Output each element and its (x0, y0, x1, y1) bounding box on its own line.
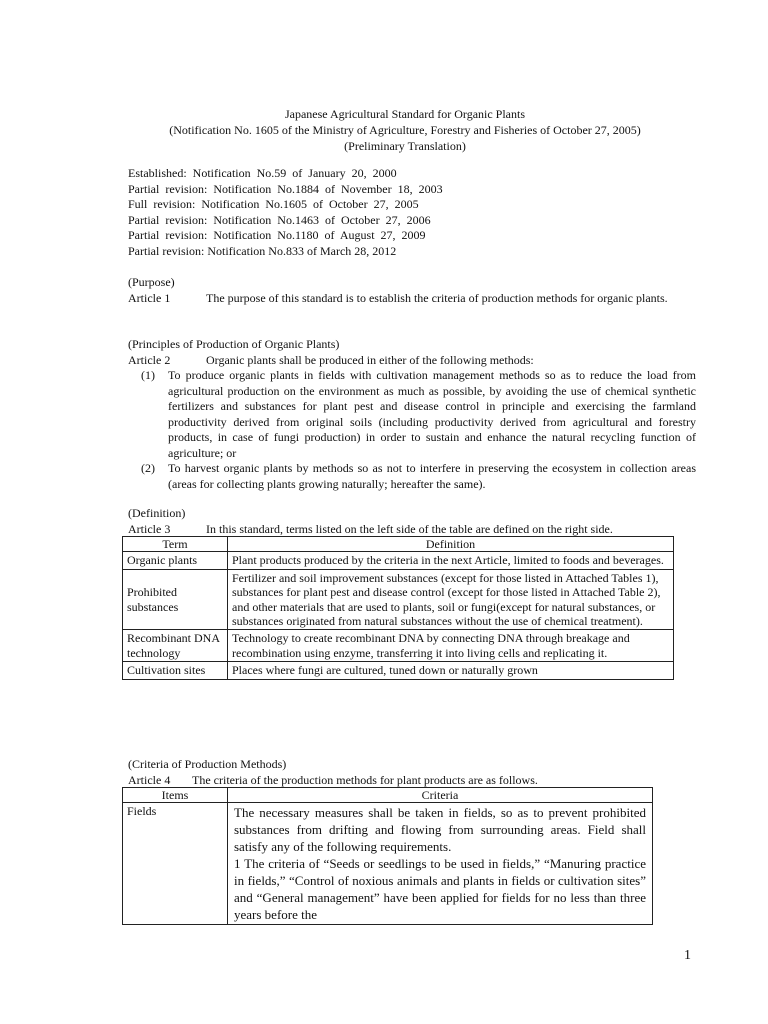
history-line: Established: Notification No.59 of January 20, 2000 (128, 166, 397, 180)
term-cell: Cultivation sites (123, 662, 228, 679)
table-row (123, 662, 674, 679)
term-cell: Prohibited substances (123, 569, 228, 630)
item-number: (1) (141, 368, 155, 382)
section-heading: (Principles of Production of Organic Plants) (128, 337, 340, 351)
article-label: Article 3 (128, 521, 171, 536)
item-cell: Fields (123, 803, 228, 925)
criteria-table (122, 787, 653, 925)
article-2 (128, 353, 696, 369)
column-header-definition: Definition (228, 537, 674, 552)
history-line: Partial revision: Notification No.1180 of August 27, 2009 (128, 228, 426, 243)
item-text: To produce organic plants in fields with cultivation management methods so as to reduce the load from agricultural production on the environment as much as possible, by avoiding the use of chemical synthetic fertilizers and substances for plant pest and disease control in principle and exercising the farmland productivity derived from original soils (including productivity derived from agricultural and forestry products, in case of fungi production) in order to sustain and enhance the natural recycling function of agriculture; or (168, 368, 696, 460)
article-text: The purpose of this standard is to establish the criteria of production methods for organic plants. (206, 290, 668, 305)
section-heading: (Purpose) (128, 275, 175, 289)
notification-line: (Notification No. 1605 of the Ministry of Agriculture, Forestry and Fisheries of October 27, 2005) (169, 123, 641, 137)
table-row (123, 630, 674, 662)
article-3 (128, 522, 696, 538)
history-line: Partial revision: Notification No.1463 of October 27, 2006 (128, 212, 431, 227)
table-header-row (123, 788, 653, 803)
list-item (128, 368, 696, 461)
definition-cell: Fertilizer and soil improvement substances (except for those listed in Attached Tables 1), substances for plant pest and disease control (except for those listed in Attached Table 2), and other materials that are used to plants, soil or fungi(except for natural substances, or substances originated from natural substances without the use of chemical treatment). (228, 569, 674, 630)
history-line: Partial revision: Notification No.1884 of November 18, 2003 (128, 181, 443, 196)
definition-section (128, 506, 696, 537)
definition-cell: Technology to create recombinant DNA by connecting DNA through breakage and recombination using enzyme, transferring it into living cells and replicating it. (228, 630, 674, 662)
article-label: Article 1 (128, 290, 171, 305)
article-text: The criteria of the production methods for plant products are as follows. (192, 772, 538, 787)
criteria-section (128, 757, 696, 788)
term-cell: Recombinant DNA technology (123, 630, 228, 662)
article-label: Article 2 (128, 352, 171, 367)
history-line: Full revision: Notification No.1605 of October 27, 2005 (128, 197, 419, 212)
history-line: Partial revision: Notification No.833 of March 28, 2012 (128, 243, 397, 258)
table-row (123, 552, 674, 569)
definition-table (122, 536, 674, 680)
section-heading: (Criteria of Production Methods) (128, 757, 287, 771)
article-text: Organic plants shall be produced in either of the following methods: (206, 352, 534, 367)
principles-list (128, 368, 696, 492)
translation-note: (Preliminary Translation) (344, 139, 466, 153)
page-number: 1 (684, 948, 691, 963)
criteria-paragraph: The necessary measures shall be taken in fields, so as to prevent prohibited substances from drifting and flowing from surrounding areas. Field shall satisfy any of the following requirements. (234, 805, 646, 855)
document-title: Japanese Agricultural Standard for Organic Plants (284, 107, 526, 121)
article-4 (128, 773, 696, 789)
column-header-term: Term (123, 537, 228, 552)
item-number: (2) (141, 461, 155, 475)
table-row (123, 803, 653, 925)
article-label: Article 4 (128, 772, 171, 787)
purpose-section (128, 275, 696, 306)
criteria-cell (228, 803, 653, 925)
column-header-criteria: Criteria (228, 788, 653, 803)
article-1 (128, 291, 696, 307)
item-text: To harvest organic plants by methods so as not to interfere in preserving the ecosystem in collection areas (areas for collecting plants growing naturally; hereafter the same). (168, 461, 696, 491)
table-row (123, 569, 674, 630)
criteria-paragraph: 1 The criteria of “Seeds or seedlings to be used in fields,” “Manuring practice in fields,” “Control of noxious animals and plants in fields or cultivation sites” and “General management” have been applied for fields for no less than three years before the (234, 856, 646, 923)
document-header (0, 106, 768, 154)
definition-cell: Plant products produced by the criteria in the next Article, limited to foods and beverages. (228, 552, 674, 569)
term-cell: Organic plants (123, 552, 228, 569)
column-header-items: Items (123, 788, 228, 803)
section-heading: (Definition) (128, 506, 186, 520)
definition-cell: Places where fungi are cultured, tuned down or naturally grown (228, 662, 674, 679)
article-text: In this standard, terms listed on the left side of the table are defined on the right side. (206, 521, 613, 536)
revision-history (128, 166, 698, 260)
list-item (128, 461, 696, 492)
table-header-row (123, 537, 674, 552)
principles-section (128, 337, 696, 492)
